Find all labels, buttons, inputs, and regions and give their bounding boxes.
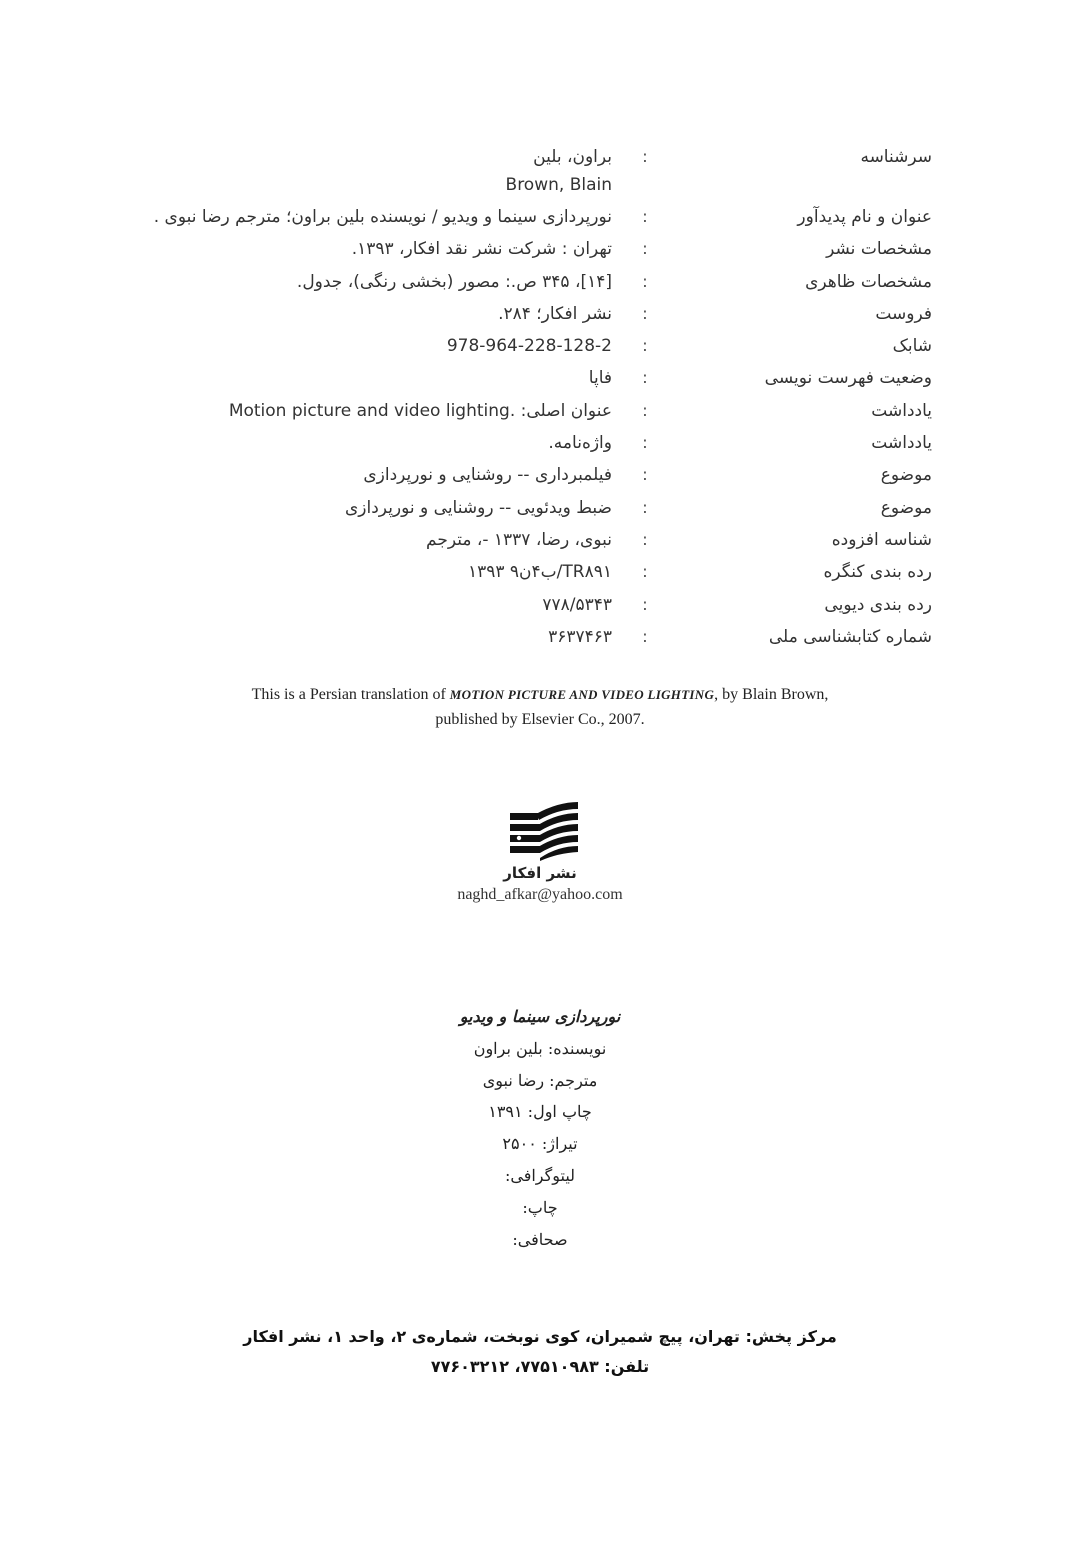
translation-note-prefix: This is a Persian translation of [251, 686, 450, 703]
translation-note-suffix: , by Blain Brown, [714, 686, 829, 703]
cip-row [100, 428, 940, 460]
cip-value: براون، بلین [533, 147, 612, 167]
distribution-phone: تلفن: ۷۷۵۱۰۹۸۳، ۷۷۶۰۳۲۱۲ [430, 1357, 650, 1376]
cip-value: ضبط ویدئویی -- روشنایی و نورپردازی [345, 497, 612, 518]
cip-row [100, 299, 940, 331]
cip-row [100, 460, 940, 492]
cip-row [100, 267, 940, 299]
colophon-line: چاپ: [522, 1197, 558, 1217]
cip-value: نبوی، رضا، ۱۳۳۷ -، مترجم [426, 529, 612, 550]
cip-value: واژه‌نامه. [548, 433, 612, 454]
cip-label: رده بندی کنگره [823, 562, 932, 583]
cip-colon: : [642, 207, 648, 226]
colophon-line: نویسنده: بلین براون [473, 1038, 607, 1058]
cip-colon: : [642, 562, 648, 582]
cip-row [100, 493, 940, 525]
cip-row [100, 142, 940, 202]
cip-label: مشخصات ظاهری [805, 271, 932, 292]
colophon-line: چاپ اول: ۱۳۹۱ [488, 1102, 592, 1122]
distribution-address: مرکز پخش: تهران، پیچ شمیران، کوی نوبخت، شماره‌ی ۲، واحد ۱، نشر افکار [243, 1327, 837, 1346]
cip-colon: : [642, 147, 648, 166]
colophon-line: تیراژ: ۲۵۰۰ [502, 1134, 578, 1154]
cip-colon: : [642, 465, 648, 485]
cip-colon: : [642, 594, 648, 614]
cip-colon: : [642, 271, 648, 291]
cip-colon: : [642, 529, 648, 549]
cataloging-in-publication [100, 142, 940, 654]
publisher-name: نشر افکار [503, 864, 577, 882]
cip-row [100, 363, 940, 395]
colophon-title: نورپردازی سینما و ویدیو [459, 1007, 621, 1026]
colophon [0, 1002, 1080, 1256]
colophon-line: لیتوگرافی: [504, 1165, 576, 1185]
cip-colon: : [642, 303, 648, 323]
cip-label: یادداشت [871, 400, 932, 421]
cip-row [100, 622, 940, 654]
cip-label: مشخصات نشر [826, 239, 932, 260]
cip-row [100, 557, 940, 589]
cip-row [100, 590, 940, 622]
colophon-line: صحافی: [512, 1229, 568, 1249]
translation-note-line-2: published by Elsevier Co., 2007. [435, 711, 645, 728]
cip-colon: : [642, 336, 648, 356]
cip-value: فاپا [588, 368, 612, 389]
cip-colon: : [642, 497, 648, 517]
cip-value: فیلمبرداری -- روشنایی و نورپردازی [363, 465, 612, 486]
cip-row [100, 234, 940, 266]
cip-colon: : [642, 400, 648, 420]
cip-colon: : [642, 626, 648, 646]
cip-value-latin: Brown, Blain [505, 175, 612, 195]
cip-value: 978-964-228-128-2 [446, 336, 612, 357]
cip-value: ۳۶۳۷۴۶۳ [548, 626, 612, 647]
cip-colon: : [642, 433, 648, 453]
colophon-line: مترجم: رضا نبوی [482, 1070, 598, 1090]
cip-value: TR۸۹۱/ب۴ن۹ ۱۳۹۳ [467, 562, 612, 583]
cip-label: رده بندی دیویی [824, 594, 932, 615]
cip-value: تهران : شرکت نشر نقد افکار، ۱۳۹۳. [351, 239, 612, 260]
cip-value: نورپردازی سینما و ویدیو / نویسنده بلین براون؛ مترجم رضا نبوی . [153, 207, 612, 227]
cip-value: ۷۷۸/۵۳۴۳ [542, 594, 612, 615]
cip-label: شابک [892, 336, 932, 357]
cip-row [100, 331, 940, 363]
cip-colon: : [642, 239, 648, 259]
cip-label: یادداشت [871, 433, 932, 454]
cip-label: موضوع [880, 497, 932, 518]
cip-label: موضوع [880, 465, 932, 486]
publisher-email: naghd_afkar@yahoo.com [457, 886, 623, 903]
cip-label: شماره کتابشناسی ملی [768, 626, 932, 647]
cip-label: سرشناسه [860, 147, 932, 167]
translation-note [0, 682, 1080, 732]
cip-value: نشر افکار؛ ۲۸۴. [498, 303, 612, 324]
cip-row [100, 525, 940, 557]
distribution-info [0, 1322, 1080, 1382]
cip-label: شناسه افزوده [831, 529, 932, 550]
open-book-logo-icon [506, 800, 580, 862]
cip-label: عنوان و نام پدیدآور [797, 207, 932, 227]
cip-row [100, 202, 940, 234]
cip-label: فروست [875, 303, 932, 324]
cip-row [100, 396, 940, 428]
translation-note-line-1 [0, 682, 1080, 707]
cip-value: عنوان اصلی: .Motion picture and video lighting [228, 400, 612, 421]
cip-value: [۱۴]، ۳۴۵ ص.: مصور (بخشی رنگی)، جدول. [296, 271, 612, 292]
cip-label: وضعیت فهرست نویسی [764, 368, 932, 389]
cip-colon: : [642, 368, 648, 388]
original-title: MOTION PICTURE AND VIDEO LIGHTING [449, 687, 715, 702]
